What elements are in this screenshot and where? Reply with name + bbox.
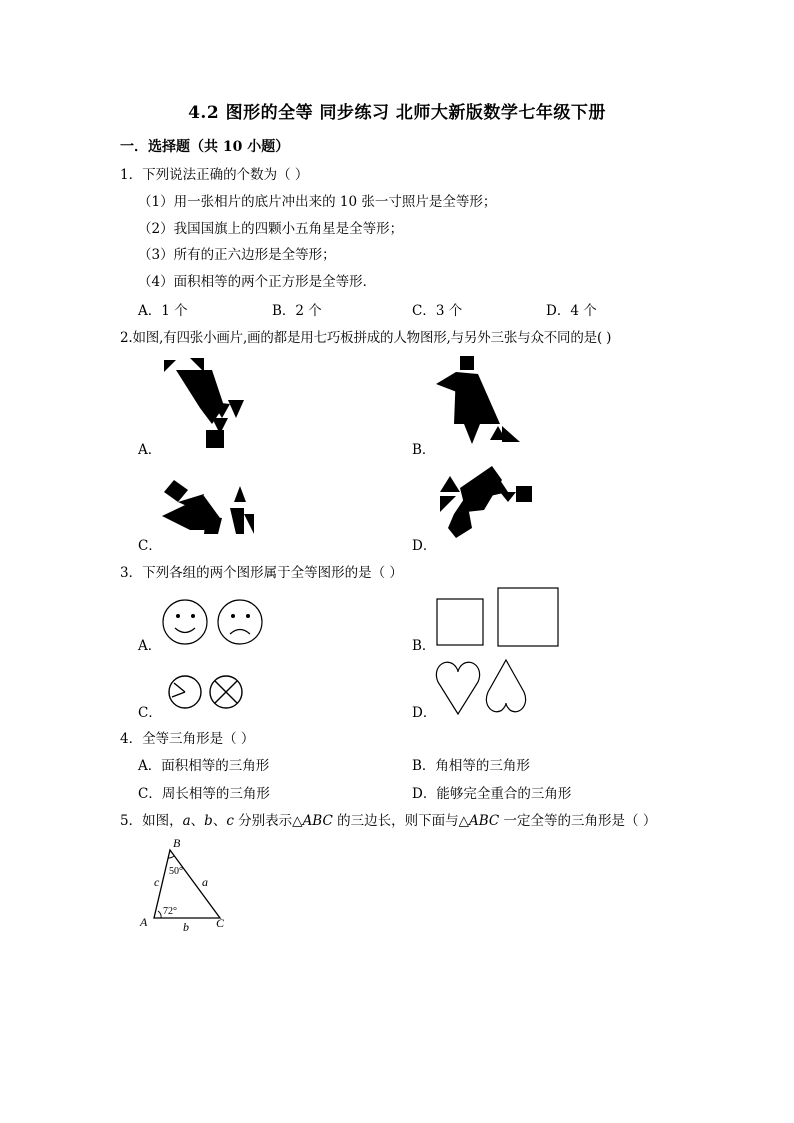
q1-item-4: （4）面积相等的两个正方形是全等形．	[138, 274, 377, 290]
q2-label-c: C．	[138, 538, 162, 554]
tangram-figure-c	[160, 478, 260, 538]
vertex-label-a: A	[140, 915, 148, 929]
q4-option-d: D．能够完全重合的三角形	[412, 786, 572, 802]
q4-option-a: A．面积相等的三角形	[138, 758, 270, 774]
tangram-figure-d	[436, 462, 536, 544]
circle-symbols-figure	[166, 674, 246, 712]
q1-option-b: B．2 个	[272, 303, 322, 319]
side-label-c: c	[154, 875, 160, 889]
q1-option-d: D．4 个	[546, 303, 597, 319]
q1-option-a: A．1 个	[138, 303, 188, 319]
side-label-b: b	[183, 920, 189, 934]
q2-label-a: A．	[138, 442, 162, 458]
q5-stem: 5．如图，a、b、c 分别表示△ABC 的三边长，则下面与△ABC 一定全等的三角形是（ ）	[120, 813, 657, 829]
q1-option-c: C．3 个	[412, 303, 463, 319]
q1-item-2: （2）我国国旗上的四颗小五角星是全等形；	[138, 221, 404, 237]
angle-label-a: 72°	[163, 906, 177, 917]
q1-item-1: （1）用一张相片的底片冲出来的 10 张一寸照片是全等形；	[138, 194, 497, 210]
two-squares-figure	[436, 586, 560, 648]
q1-stem: 1．下列说法正确的个数为（ ）	[120, 167, 309, 183]
side-label-a: a	[202, 875, 208, 889]
q2-label-d: D．	[412, 538, 437, 554]
q3-label-a: A．	[138, 638, 162, 654]
q3-label-b: B．	[412, 638, 436, 654]
q4-option-b: B．角相等的三角形	[412, 758, 530, 774]
q3-stem: 3．下列各组的两个图形属于全等图形的是（ ）	[120, 565, 403, 581]
q3-label-c: C．	[138, 705, 162, 721]
tangram-figure-a	[160, 358, 250, 450]
vertex-label-b: B	[173, 836, 181, 850]
tangram-figure-b	[434, 354, 524, 446]
angle-label-b: 50°	[169, 866, 183, 877]
q2-stem: 2.如图,有四张小画片,画的都是用七巧板拼成的人物图形,与另外三张与众不同的是( )	[120, 330, 612, 346]
q3-label-d: D．	[412, 705, 437, 721]
triangle-abc-figure	[136, 834, 236, 934]
q1-item-3: （3）所有的正六边形是全等形；	[138, 247, 336, 263]
q4-option-c: C．周长相等的三角形	[138, 786, 270, 802]
two-hearts-figure	[434, 658, 532, 716]
page-title: 4.2 图形的全等 同步练习 北师大新版数学七年级下册	[188, 103, 606, 123]
q4-stem: 4．全等三角形是（ ）	[120, 731, 255, 747]
vertex-label-c: C	[216, 916, 225, 930]
smiley-faces-figure	[162, 598, 266, 648]
q2-label-b: B．	[412, 442, 436, 458]
section-heading: 一．选择题（共 10 小题）	[120, 139, 290, 155]
